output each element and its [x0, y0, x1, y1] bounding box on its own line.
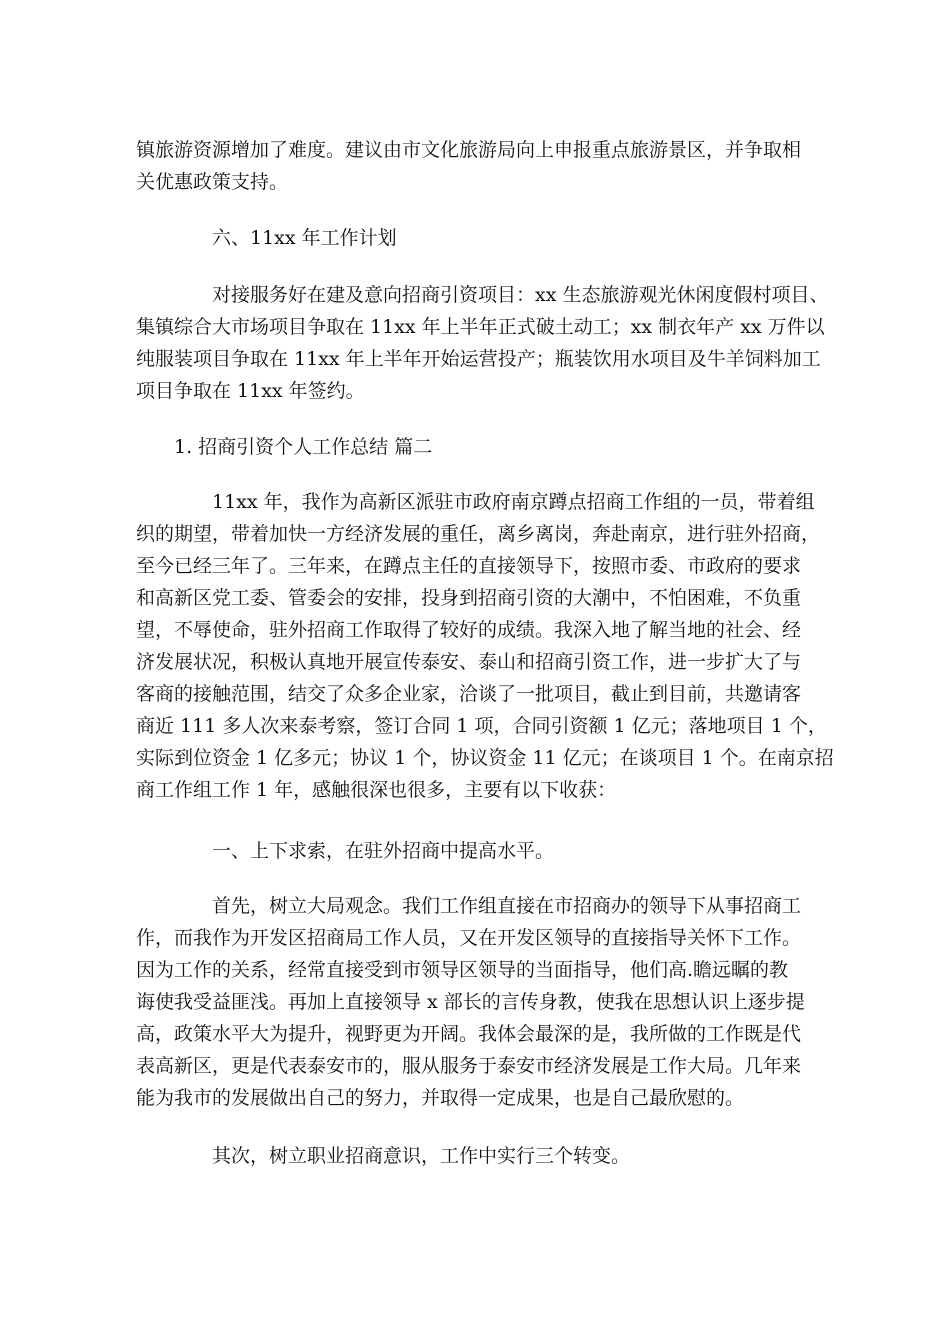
text-line: 济发展状况，积极认真地开展宣传泰安、泰山和招商引资工作，进一步扩大了与 — [136, 651, 802, 673]
text-line: 因为工作的关系，经常直接受到市领导区领导的当面指导，他们高.瞻远瞩的教 — [136, 959, 789, 981]
text-line: 能为我市的发展做出自己的努力，并取得一定成果，也是自己最欣慰的。 — [136, 1087, 745, 1109]
paragraph-work-plan — [136, 279, 829, 407]
text-line: 镇旅游资源增加了难度。建议由市文化旅游局向上申报重点旅游景区，并争取相 — [136, 139, 802, 161]
text-line: 作，而我作为开发区招商局工作人员，又在开发区领导的直接指导关怀下工作。 — [136, 927, 802, 949]
paragraph-summary-intro — [136, 486, 834, 806]
text-line: 实际到位资金 1 亿多元；协议 1 个，协议资金 11 亿元；在谈项目 1 个。在南京招 — [136, 747, 834, 769]
text-line: 对接服务好在建及意向招商引资项目：xx 生态旅游观光休闲度假村项目、 — [212, 284, 829, 306]
text-line: 商近 111 多人次来泰考察，签订合同 1 项，合同引资额 1 亿元；落地项目 1 个， — [136, 715, 827, 737]
section-heading-work-plan — [136, 222, 826, 254]
heading-text: 六、11xx 年工作计划 — [212, 227, 397, 249]
text-line: 11xx 年，我作为高新区派驻市政府南京蹲点招商工作组的一员，带着组 — [212, 491, 815, 513]
text-line: 表高新区，更是代表泰安市的，服从服务于泰安市经济发展是工作大局。几年来 — [136, 1055, 802, 1077]
paragraph-big-picture — [136, 890, 826, 1114]
heading-text: 一、上下求索，在驻外招商中提高水平。 — [212, 840, 555, 862]
article-heading — [136, 431, 826, 463]
paragraph-second — [136, 1140, 826, 1172]
text-line: 项目争取在 11xx 年签约。 — [136, 380, 365, 402]
text-line: 织的期望，带着加快一方经济发展的重任，离乡离岗，奔赴南京，进行驻外招商， — [136, 523, 821, 545]
text-line: 和高新区党工委、管委会的安排，投身到招商引资的大潮中，不怕困难，不负重 — [136, 587, 802, 609]
text-line: 集镇综合大市场项目争取在 11xx 年上半年正式破土动工；xx 制衣年产 xx 万件以 — [136, 316, 825, 338]
heading-text: 1. 招商引资个人工作总结 篇二 — [174, 436, 433, 458]
text-line: 客商的接触范围，结交了众多企业家，洽谈了一批项目，截止到目前，共邀请客 — [136, 683, 802, 705]
text-line: 望，不辱使命，驻外招商工作取得了较好的成绩。我深入地了解当地的社会、经 — [136, 619, 802, 641]
text-line: 纯服装项目争取在 11xx 年上半年开始运营投产；瓶装饮用水项目及牛羊饲料加工 — [136, 348, 821, 370]
text-line: 其次，树立职业招商意识，工作中实行三个转变。 — [212, 1145, 631, 1167]
text-line: 关优惠政策支持。 — [136, 171, 289, 193]
paragraph-continuation — [136, 134, 826, 198]
section-heading-first — [136, 835, 826, 867]
text-line: 商工作组工作 1 年，感触很深也很多，主要有以下收获： — [136, 779, 617, 801]
text-line: 至今已经三年了。三年来，在蹲点主任的直接领导下，按照市委、市政府的要求 — [136, 555, 802, 577]
text-line: 首先，树立大局观念。我们工作组直接在市招商办的领导下从事招商工 — [212, 895, 802, 917]
text-line: 诲使我受益匪浅。再加上直接领导 x 部长的言传身教，使我在思想认识上逐步提 — [136, 991, 805, 1013]
text-line: 高，政策水平大为提升，视野更为开阔。我体会最深的是，我所做的工作既是代 — [136, 1023, 802, 1045]
